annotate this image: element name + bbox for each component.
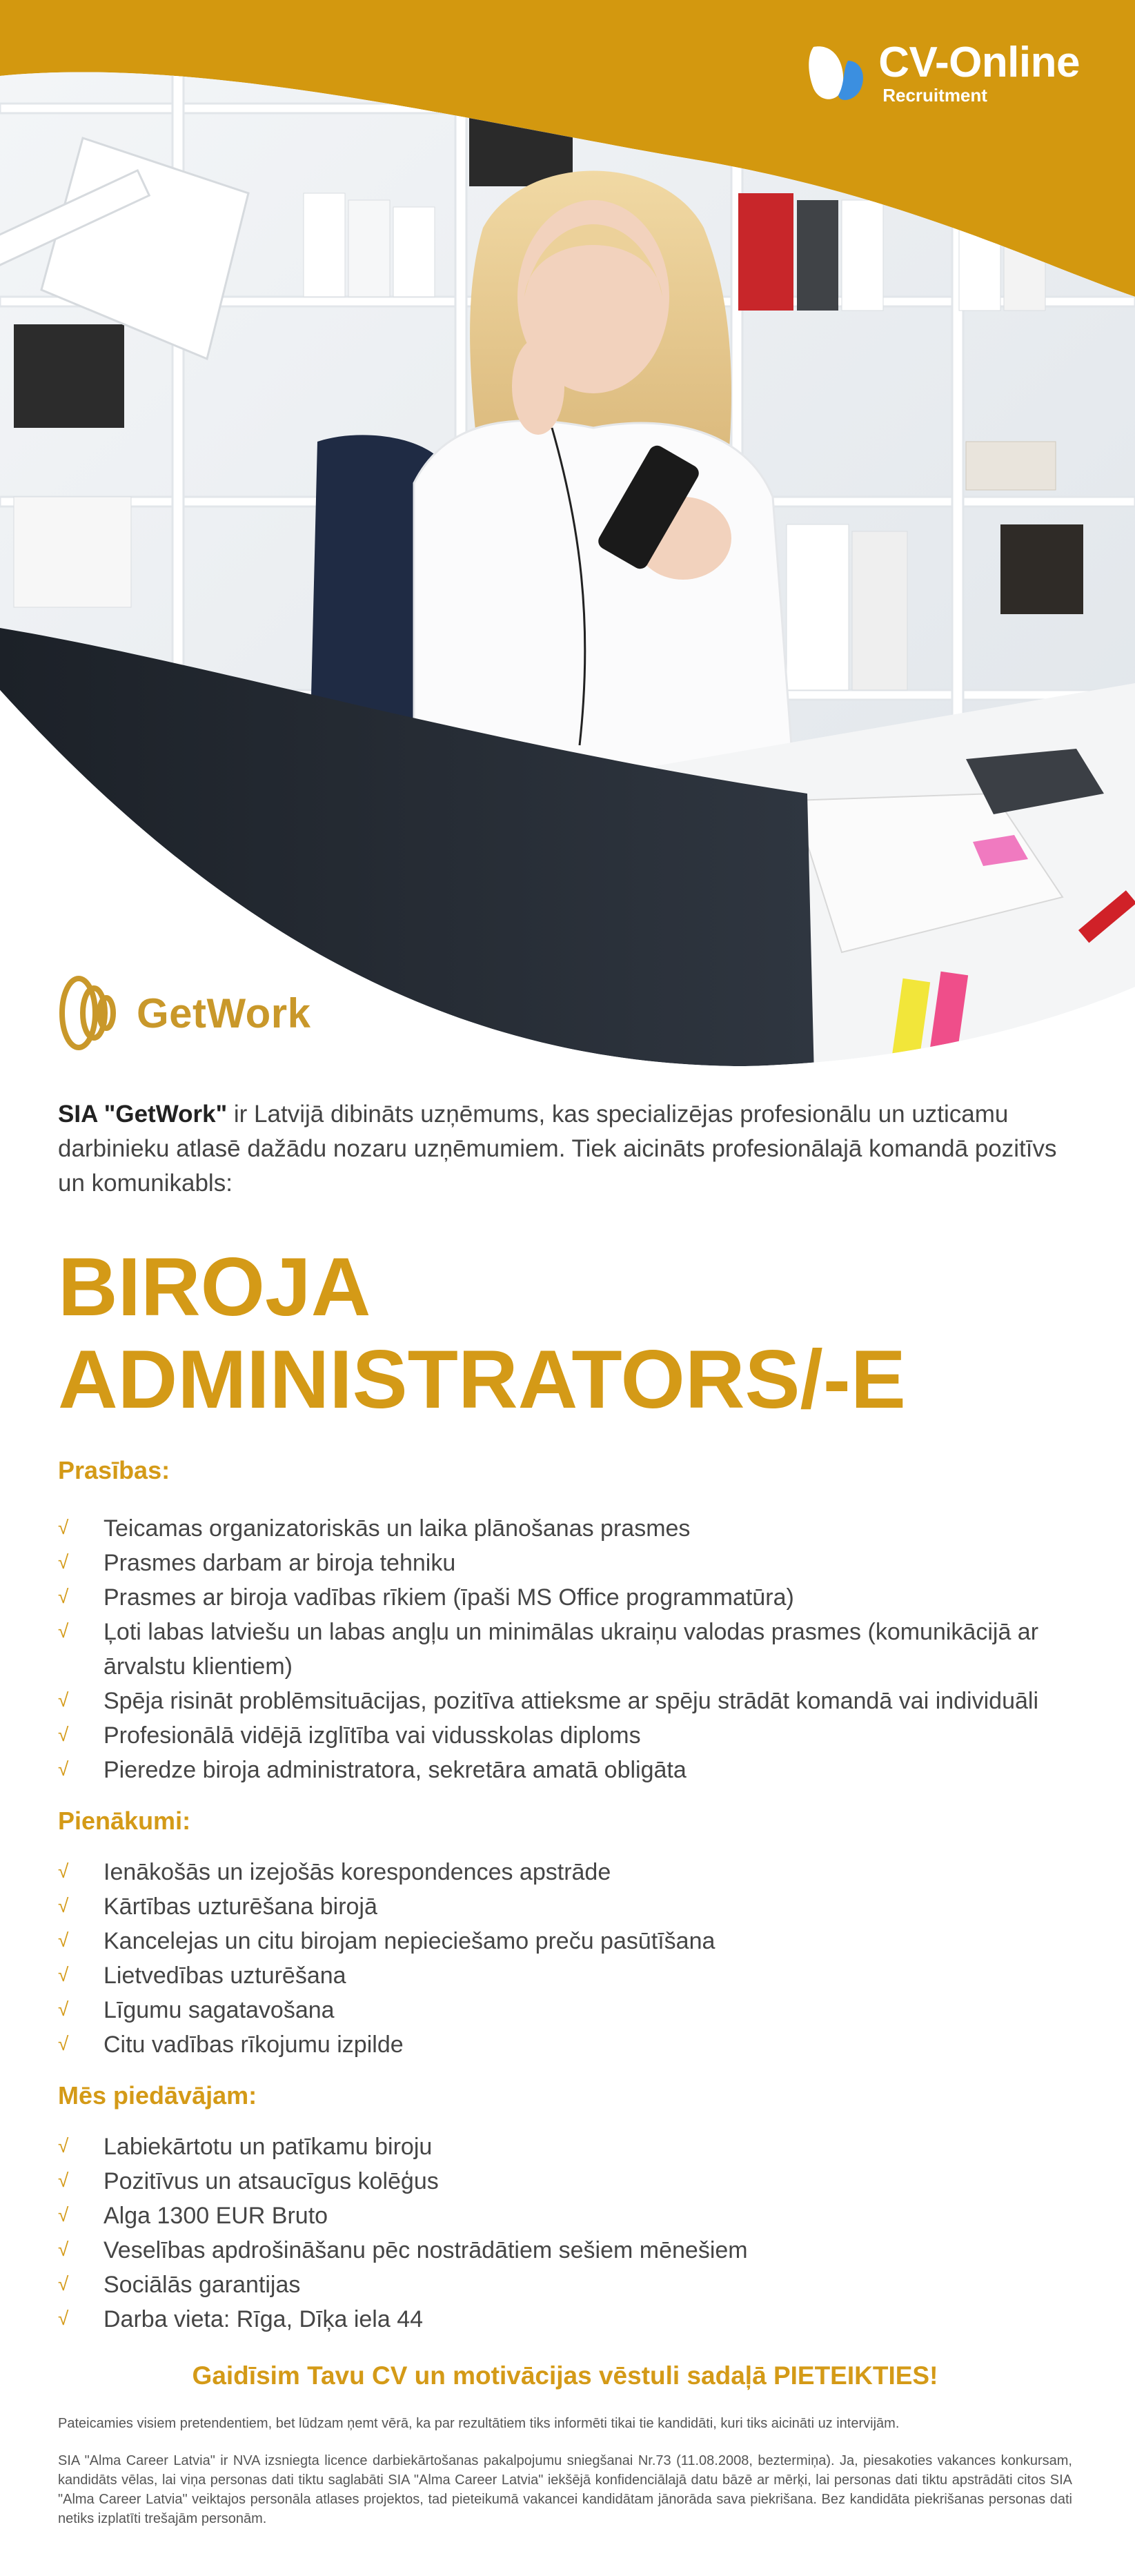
list-item <box>58 2130 1072 2164</box>
checkmark-icon: √ <box>58 1758 69 1780</box>
list-item-text: Prasmes ar biroja vadības rīkiem (īpaši MS Office programmatūra) <box>103 1584 794 1611</box>
checkmark-icon: √ <box>58 1689 69 1711</box>
list-item <box>58 1718 1072 1753</box>
requirements-title: Prasības: <box>58 1456 170 1484</box>
duties-list <box>58 1855 1072 2062</box>
list-item <box>58 1753 1072 1787</box>
checkmark-icon: √ <box>58 1724 69 1745</box>
list-item-text: Kancelejas un citu birojam nepieciešamo preču pasūtīšana <box>103 1928 715 1954</box>
checkmark-icon: √ <box>58 1620 69 1642</box>
intro-text: ir Latvijā dibināts uzņēmums, kas specializējas profesionālu un uzticamu darbinieku atlasē dažādu nozaru uzņēmumiem. Tiek aicināts profesionālajā komandā pozitīvs un komunikabls: <box>58 1101 1057 1197</box>
call-to-action: Gaidīsim Tavu CV un motivācijas vēstuli sadaļā PIETEIKTIES! <box>192 2361 938 2390</box>
job-title-line2: ADMINISTRATORS/-E <box>58 1333 906 1426</box>
list-item-text: Pozitīvus un atsaucīgus kolēģus <box>103 2168 439 2194</box>
job-ad-content <box>58 1097 1072 2528</box>
list-item <box>58 1993 1072 2027</box>
list-item <box>58 1958 1072 1993</box>
list-item-text: Teicamas organizatoriskās un laika plānošanas prasmes <box>103 1515 691 1542</box>
list-item-text: Alga 1300 EUR Bruto <box>103 2203 328 2229</box>
list-item <box>58 1855 1072 1889</box>
list-item <box>58 1889 1072 1924</box>
checkmark-icon: √ <box>58 2204 69 2225</box>
checkmark-icon: √ <box>58 1895 69 1916</box>
checkmark-icon: √ <box>58 1860 69 1882</box>
checkmark-icon: √ <box>58 2308 69 2329</box>
checkmark-icon: √ <box>58 1929 69 1951</box>
fineprint-thanks: Pateicamies visiem pretendentiem, bet lūdzam ņemt vērā, ka par rezultātiem tiks informēti tikai tie kandidāti, kuri tiks aicināti uz intervijām. <box>58 2416 900 2431</box>
list-item-text: Ienākošās un izejošās korespondences apstrāde <box>103 1859 611 1885</box>
getwork-logo <box>58 972 310 1054</box>
list-item <box>58 1684 1072 1718</box>
list-item-text: Kārtības uzturēšana birojā <box>103 1894 377 1920</box>
checkmark-icon: √ <box>58 2170 69 2191</box>
requirements-list <box>58 1511 1072 1787</box>
cv-online-leaf-icon <box>807 40 866 106</box>
cv-online-name: CV-Online <box>878 39 1080 86</box>
list-item <box>58 2027 1072 2062</box>
list-item <box>58 1924 1072 1958</box>
list-item <box>58 2302 1072 2337</box>
list-item <box>58 1546 1072 1580</box>
list-item <box>58 1615 1072 1684</box>
checkmark-icon: √ <box>58 1586 69 1607</box>
list-item-text: Labiekārtotu un patīkamu biroju <box>103 2134 433 2160</box>
list-item-text: Pieredze biroja administratora, sekretāra amatā obligāta <box>103 1757 687 1783</box>
cv-online-logo <box>807 40 1080 106</box>
list-item-text: Citu vadības rīkojumu izpilde <box>103 2032 404 2058</box>
list-item <box>58 1580 1072 1615</box>
offer-title: Mēs piedāvājam: <box>58 2081 257 2110</box>
list-item-text: Darba vieta: Rīga, Dīķa iela 44 <box>103 2306 424 2332</box>
list-item-text: Sociālās garantijas <box>103 2272 301 2298</box>
checkmark-icon: √ <box>58 1551 69 1573</box>
checkmark-icon: √ <box>58 2135 69 2156</box>
duties-title: Pienākumi: <box>58 1807 191 1835</box>
job-title-line1: BIROJA <box>58 1241 371 1333</box>
checkmark-icon: √ <box>58 2239 69 2260</box>
list-item-text: Veselības apdrošināšanu pēc nostrādātiem sešiem mēnešiem <box>103 2237 748 2263</box>
list-item <box>58 2164 1072 2199</box>
list-item-text: Ļoti labas latviešu un labas angļu un minimālas ukraiņu valodas prasmes (komunikācijā ar ārvalstu klientiem) <box>103 1619 1039 1680</box>
list-item <box>58 2199 1072 2233</box>
job-title <box>58 1241 1072 1426</box>
list-item <box>58 2233 1072 2268</box>
checkmark-icon: √ <box>58 1998 69 2020</box>
fineprint-license: SIA "Alma Career Latvia" ir NVA izsniegta licence darbiekārtošanas pakalpojumu sniegšanai Nr.73 (11.08.2008, beztermiņa). Ja, piesakoties vakances konkursam, kandidāts vēlas, lai viņa personas dati tiktu saglabāti SIA "Alma Career Latvia" iekšējā konfidenciālajā datu bāzē ar mērķi, lai personas dati tiktu apstrādāti citos SIA "Alma Career Latvia" veiktajos personāla atlases projektos, tad pieteikumā vakancei kandidātam jānorāda sava piekrišana. Bez kandidāta piekrišanas personas dati netiks izplatīti trešajām personām. <box>58 2453 1072 2526</box>
checkmark-icon: √ <box>58 2273 69 2294</box>
list-item <box>58 2268 1072 2302</box>
intro-company-name: SIA "GetWork" <box>58 1101 228 1128</box>
checkmark-icon: √ <box>58 1517 69 1538</box>
offer-list <box>58 2130 1072 2337</box>
cv-online-subtitle: Recruitment <box>882 85 987 106</box>
list-item-text: Spēja risināt problēmsituācijas, pozitīva attieksme ar spēju strādāt komandā vai individuāli <box>103 1688 1039 1714</box>
list-item <box>58 1511 1072 1546</box>
getwork-logo-text: GetWork <box>137 990 311 1036</box>
list-item-text: Prasmes darbam ar biroja tehniku <box>103 1550 456 1576</box>
checkmark-icon: √ <box>58 1964 69 1985</box>
list-item-text: Profesionālā vidējā izglītība vai vidusskolas diploms <box>103 1722 641 1749</box>
hero-banner <box>0 0 1135 1076</box>
list-item-text: Līgumu sagatavošana <box>103 1997 335 2023</box>
list-item-text: Lietvedības uzturēšana <box>103 1963 346 1989</box>
checkmark-icon: √ <box>58 2033 69 2054</box>
getwork-rings-icon <box>58 972 127 1054</box>
hero-illustration <box>0 0 1135 1076</box>
intro-paragraph <box>58 1097 1072 1201</box>
